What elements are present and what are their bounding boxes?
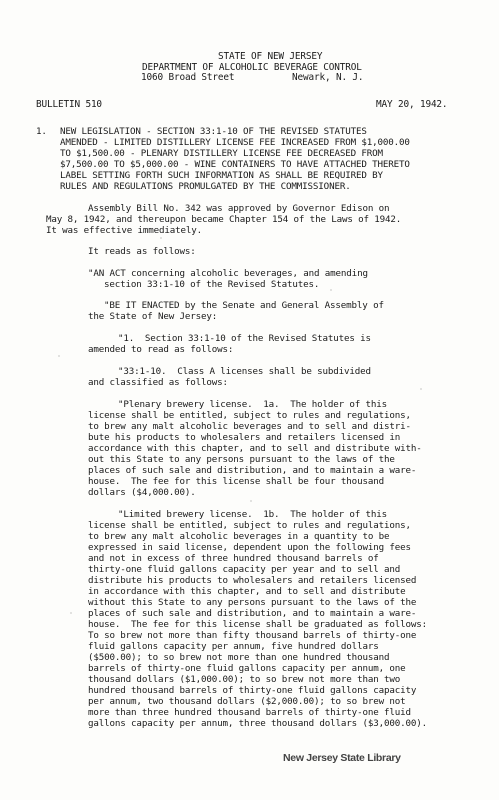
plenary-line: license shall be entitled, subject to rules and regulations, (88, 410, 411, 421)
heading-line: AMENDED - LIMITED DISTILLERY LICENSE FEE INCREASED FROM $1,000.00 (60, 137, 410, 148)
limited-line: in accordance with this chapter, and to sell and distribute (88, 586, 406, 597)
heading-line: $7,500.00 TO $5,000.00 - WINE CONTAINERS TO HAVE ATTACHED THERETO (60, 159, 410, 170)
scan-speck (160, 237, 162, 239)
section-number: 1. (36, 126, 47, 137)
scan-speck (330, 289, 332, 291)
heading-line: RULES AND REGULATIONS PROMULGATED BY THE COMMISSIONER. (60, 181, 351, 192)
limited-line: "Limited brewery license. 1b. The holder of this (118, 509, 388, 520)
heading-line: TO $1,500.00 - PLENARY DISTILLERY LICENSE FEE DECREASED FROM (60, 148, 383, 159)
scan-speck (70, 612, 72, 614)
intro-line: It was effective immediately. (46, 225, 203, 236)
enacted-line: "BE IT ENACTED by the Senate and General Assembly of (104, 300, 384, 311)
limited-line: hundred thousand barrels of thirty-one fluid gallons capacity (88, 685, 417, 696)
limited-line: thirty-one fluid gallons capacity per year and to sell and (88, 564, 401, 575)
limited-line: and not in excess of three hundred thousand barrels of (88, 553, 379, 564)
plenary-line: bute his products to wholesalers and retailers licensed in (88, 432, 401, 443)
limited-line: fluid gallons capacity per annum, five hundred dollars (88, 641, 379, 652)
header-department: DEPARTMENT OF ALCOHOLIC BEVERAGE CONTROL (142, 62, 362, 73)
scan-speck (58, 355, 60, 357)
header-state: STATE OF NEW JERSEY (218, 51, 323, 62)
limited-line: expressed in said license, dependent upon the following fees (88, 542, 411, 553)
limited-line: distribute his products to wholesalers and retailers licensed (88, 575, 417, 586)
intro-line: Assembly Bill No. 342 was approved by Governor Edison on (88, 203, 390, 214)
limited-line: more than three hundred thousand barrels of thirty-one fluid (88, 707, 411, 718)
enacted-line: the State of New Jersey: (88, 311, 218, 322)
plenary-line: dollars ($4,000.00). (88, 487, 196, 498)
limited-line: places of such sale and distribution, and to maintain a ware- (88, 608, 417, 619)
limited-line: barrels of thirty-one fluid gallons capacity per annum, one (88, 663, 406, 674)
class-a-line: and classified as follows: (88, 377, 228, 388)
limited-line: gallons capacity per annum, three thousand dollars ($3,000.00). (88, 718, 428, 729)
plenary-line: "Plenary brewery license. 1a. The holder of this (118, 399, 388, 410)
amend-line: "1. Section 33:1-10 of the Revised Statutes is (118, 333, 371, 344)
limited-line: thousand dollars ($1,000.00); to so brew not more than two (88, 674, 401, 685)
heading-line: LABEL SETTING FORTH SUCH INFORMATION AS SHALL BE REQUIRED BY (60, 170, 383, 181)
limited-line: license shall be entitled, subject to rules and regulations, (88, 520, 411, 531)
plenary-line: out this State to any persons pursuant to the laws of the (88, 454, 395, 465)
header-address-street: 1060 Broad Street (141, 72, 235, 83)
plenary-line: to brew any malt alcoholic beverages and to sell and distri- (88, 421, 411, 432)
intro-line: May 8, 1942, and thereupon became Chapter 154 of the Laws of 1942. (46, 214, 402, 225)
scan-speck (420, 388, 422, 390)
plenary-line: accordance with this chapter, and to sell and distribute with- (88, 443, 422, 454)
limited-line: To so brew not more than fifty thousand barrels of thirty-one (88, 630, 417, 641)
amend-line: amended to read as follows: (88, 344, 234, 355)
limited-line: ($500.00); to so brew not more than one hundred thousand (88, 652, 390, 663)
header-address-city: Newark, N. J. (292, 72, 364, 83)
limited-line: house. The fee for this license shall be graduated as follows: (88, 619, 428, 630)
act-line: section 33:1-10 of the Revised Statutes. (104, 279, 320, 290)
act-line: "AN ACT concerning alcoholic beverages, and amending (88, 268, 368, 279)
bulletin-number: BULLETIN 510 (36, 99, 102, 110)
plenary-line: places of such sale and distribution, and to maintain a ware- (88, 465, 417, 476)
scan-speck (250, 500, 252, 502)
class-a-line: "33:1-10. Class A licenses shall be subdivided (118, 366, 371, 377)
heading-line: NEW LEGISLATION - SECTION 33:1-10 OF THE REVISED STATUTES (60, 126, 367, 137)
limited-line: to brew any malt alcoholic beverages in a quantity to be (88, 531, 390, 542)
limited-line: without this State to any persons pursuant to the laws of the (88, 597, 417, 608)
library-stamp: New Jersey State Library (283, 752, 401, 764)
limited-line: per annum, two thousand dollars ($2,000.00); to so brew not (88, 696, 406, 707)
bulletin-date: MAY 20, 1942. (376, 99, 448, 110)
plenary-line: house. The fee for this license shall be four thousand (88, 476, 384, 487)
reads-as-follows: It reads as follows: (88, 246, 196, 257)
